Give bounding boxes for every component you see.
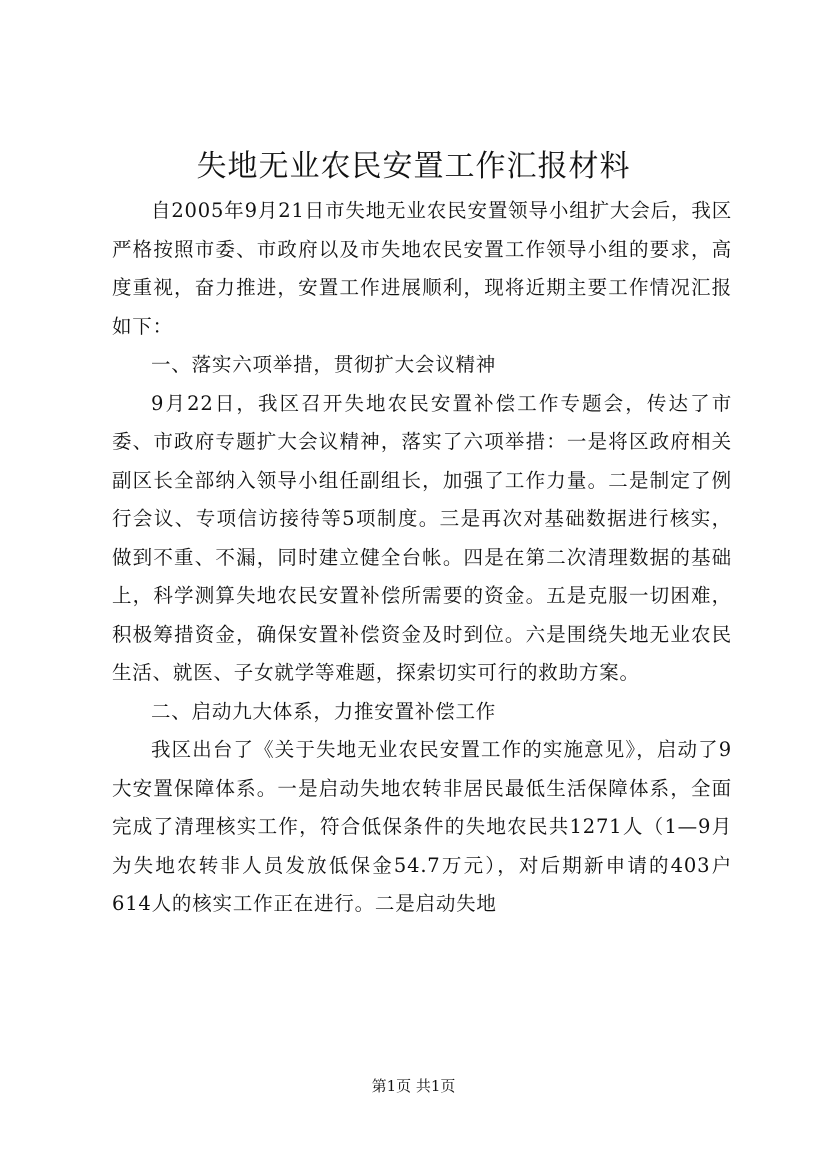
document-title: 失地无业农民安置工作汇报材料 bbox=[196, 149, 631, 184]
section-heading-1: 一、落实六项举措，贯彻扩大会议精神 bbox=[151, 353, 497, 376]
document-body bbox=[112, 192, 732, 924]
paragraph-section-2: 我区出台了《关于失地无业农民安置工作的实施意见》，启动了9大安置保障体系。一是启动失地农转非居民最低生活保障体系，全面完成了清理核实工作，符合低保条件的失地农民共1271人（1—9月为失地农转非人员发放低保金54.7万元），对后期新申请的403户614人的核实工作正在进行。二是启动失地 bbox=[112, 738, 732, 915]
paragraph-intro: 自2005年9月21日市失地无业农民安置领导小组扩大会后，我区严格按照市委、市政府以及市失地农民安置工作领导小组的要求，高度重视，奋力推进，安置工作进展顺利，现将近期主要工作情况汇报如下： bbox=[112, 199, 732, 338]
paragraph-section-1: 9月22日，我区召开失地农民安置补偿工作专题会，传达了市委、市政府专题扩大会议精神，落实了六项举措：一是将区政府相关副区长全部纳入领导小组任副组长，加强了工作力量。二是制定了例行会议、专项信访接待等5项制度。三是再次对基础数据进行核实，做到不重、不漏，同时建立健全台帐。四是在第二次清理数据的基础上，科学测算失地农民安置补偿所需要的资金。五是克服一切困难，积极筹措资金，确保安置补偿资金及时到位。六是围绕失地无业农民生活、就医、子女就学等难题，探索切实可行的救助方案。 bbox=[112, 391, 732, 684]
section-heading-2: 二、启动九大体系，力推安置补偿工作 bbox=[151, 699, 497, 723]
page-footer: 第1页 共1页 bbox=[371, 1077, 456, 1095]
